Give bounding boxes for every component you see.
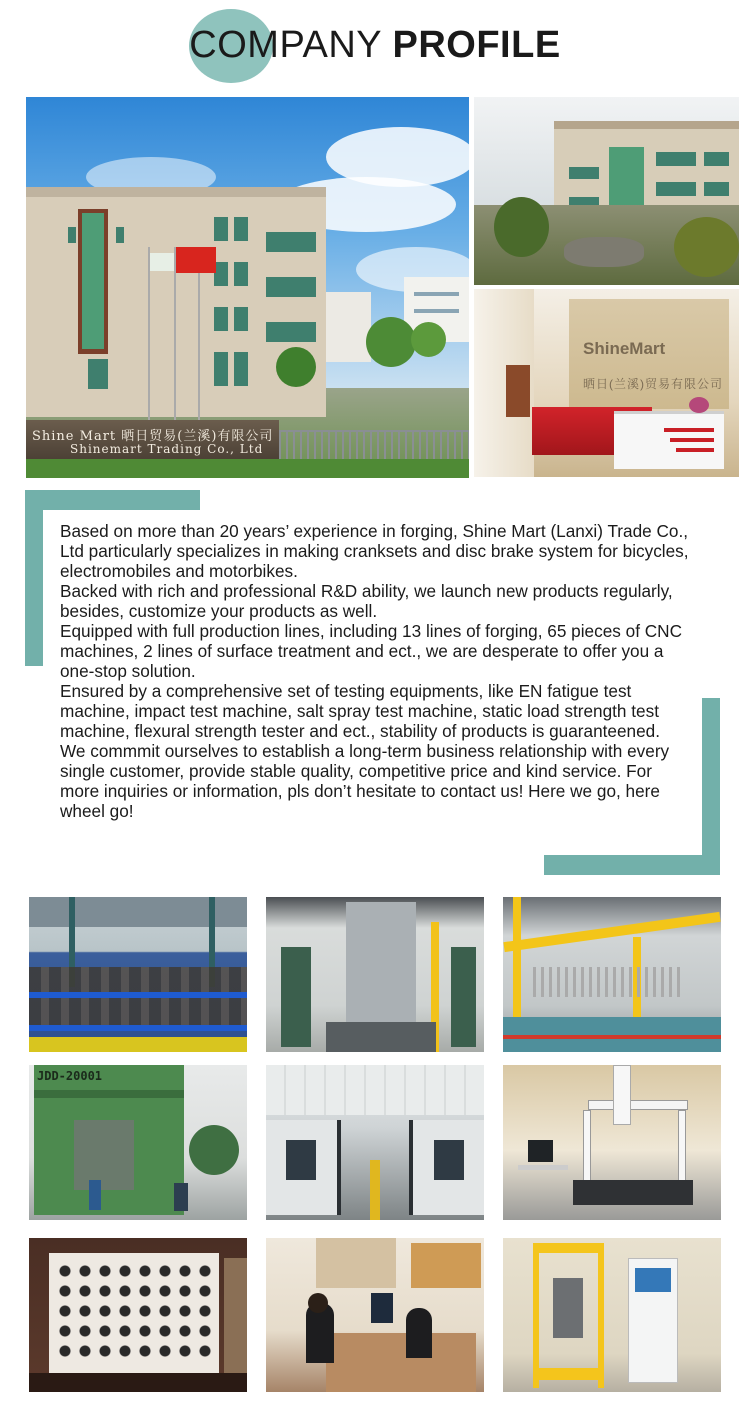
title-bold: PROFILE: [392, 24, 561, 66]
lobby-logo: ShineMart: [583, 339, 666, 358]
photo-product-showroom: [29, 1238, 247, 1392]
photo-office-staff: [266, 1238, 484, 1392]
photo-company-building: [26, 97, 469, 478]
profile-paragraph: Equipped with full production lines, including 13 lines of forging, 65 pieces of CNC machines, 2 lines of surface treatment and ect., we are desperate to offer you a one-stop solution.: [60, 621, 682, 681]
profile-paragraph: Backed with rich and professional R&D ability, we launch new products regularly, besides, customize your products as well.: [60, 581, 673, 621]
company-sign: [26, 420, 279, 462]
photo-building-side: [474, 97, 739, 285]
frame-corner-bottom-right-vertical: [702, 698, 720, 875]
reception-counter: [614, 411, 724, 469]
title-light: COMPANY: [189, 24, 382, 66]
photo-forging-press: [29, 1065, 247, 1220]
fence: [279, 430, 469, 460]
press-label: JDD-20001: [37, 1069, 103, 1083]
photo-cnc-machines: [266, 1065, 484, 1220]
profile-paragraph: We commmit ourselves to establish a long-term business relationship with every single customer, provide stable quality, competitive price and kind service. For more inquiries or information, pls don’t hesitate to contact us! Here we go, here wheel go!: [60, 741, 670, 821]
frame-corner-top-left: [25, 490, 200, 510]
profile-paragraph: Based on more than 20 years’ experience in forging, Shine Mart (Lanxi) Trade Co., Ltd particularly specializes in making cranksets and disc brake system for bicycles, electromobiles and motorbikes.: [60, 521, 689, 581]
photo-reception-lobby: [474, 289, 739, 477]
photo-coating-line: [503, 897, 721, 1052]
photo-fatigue-test-machine: [503, 1238, 721, 1392]
photo-measuring-machine: [503, 1065, 721, 1220]
profile-paragraph: Ensured by a comprehensive set of testing equipments, like EN fatigue test machine, impact test machine, salt spray test machine, static load strength test machine, flexural strength tester and ect., stability of products is guaranteened.: [60, 681, 660, 741]
photo-surface-treatment-line: [266, 897, 484, 1052]
frame-corner-bottom-right: [544, 855, 720, 875]
section-header: [0, 0, 750, 95]
sign-line1: Shine Mart 晒日贸易(兰溪)有限公司: [32, 429, 274, 444]
company-profile-text: [60, 521, 690, 821]
lobby-logo-sub: 晒日(兰溪)贸易有限公司: [583, 377, 723, 391]
page-title: [0, 24, 750, 67]
sign-line2: Shinemart Trading Co., Ltd: [70, 442, 264, 456]
logo-panel: [569, 299, 729, 409]
photo-forging-workshop: [29, 897, 247, 1052]
lawn: [26, 459, 469, 478]
frame-corner-top-left-vertical: [25, 490, 43, 666]
